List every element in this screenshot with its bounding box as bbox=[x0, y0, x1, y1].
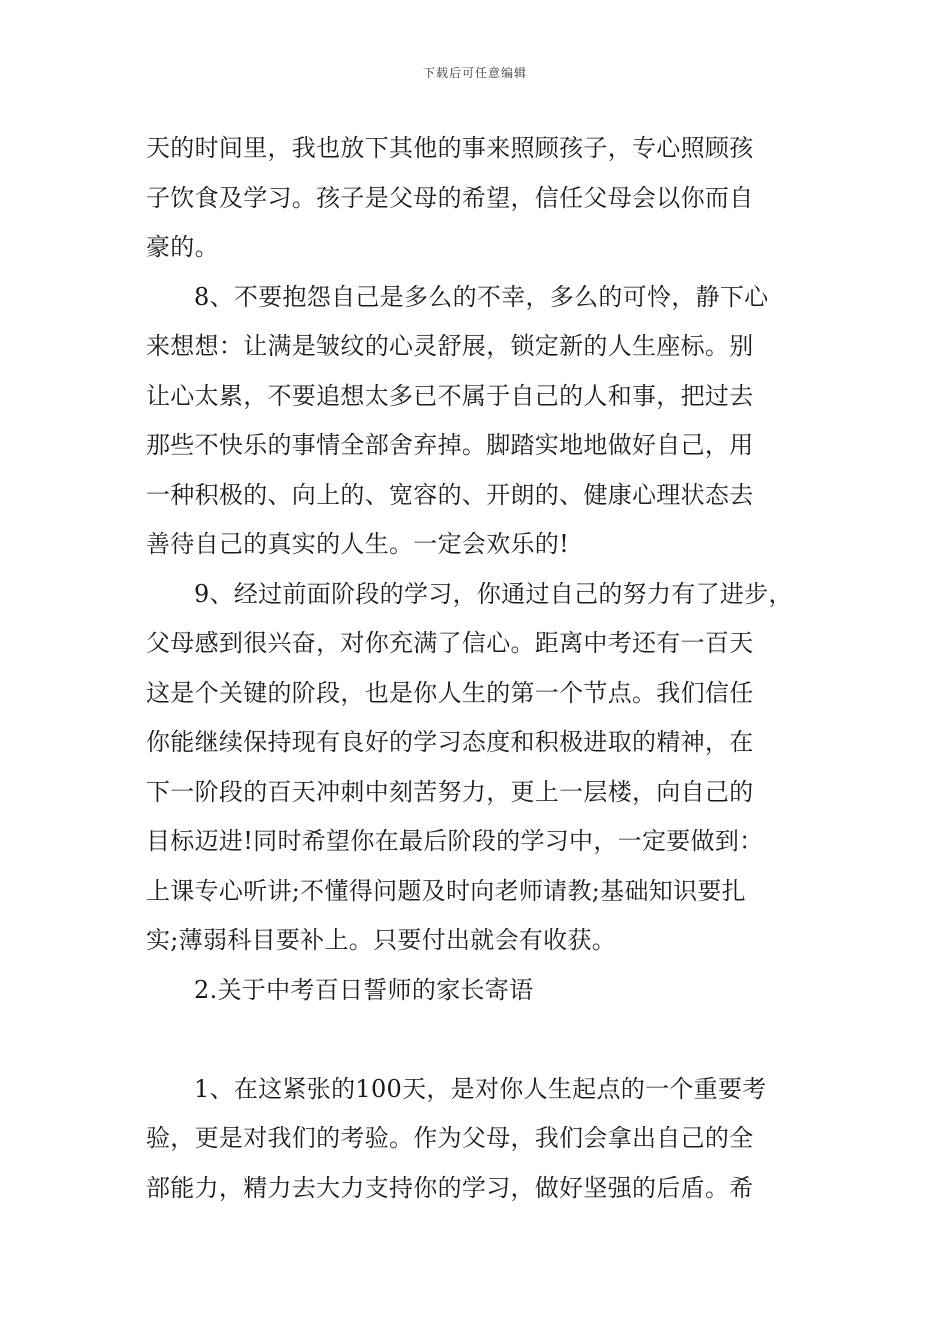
paragraph-continuation bbox=[146, 124, 816, 273]
text-line: 一种积极的、向上的、宽容的、开朗的、健康心理状态去 bbox=[146, 480, 754, 509]
text-line: 8、不要抱怨自己是多么的不幸，多么的可怜，静下心 bbox=[194, 282, 769, 311]
paragraph-item-8 bbox=[146, 273, 816, 570]
text-line: 让心太累，不要追想太多已不属于自己的人和事，把过去 bbox=[146, 381, 754, 410]
section-title: 2.关于中考百日誓师的家长寄语 bbox=[194, 975, 534, 1004]
text-line: 父母感到很兴奋，对你充满了信心。距离中考还有一百天 bbox=[146, 629, 754, 657]
text-line: 来想想：让满是皱纹的心灵舒展，锁定新的人生座标。别 bbox=[146, 332, 754, 360]
text-line: 部能力，精力去大力支持你的学习，做好坚强的后盾。希 bbox=[146, 1173, 754, 1202]
blank-line bbox=[146, 1015, 816, 1065]
text-line: 实;薄弱科目要补上。只要付出就会有收获。 bbox=[146, 926, 617, 954]
paragraph-item-1 bbox=[146, 1065, 816, 1214]
text-line: 你能继续保持现有良好的学习态度和积极进取的精神，在 bbox=[146, 728, 754, 756]
text-line: 天的时间里，我也放下其他的事来照顾孩子，专心照顾孩 bbox=[146, 134, 754, 162]
text-line: 1、在这紧张的100天，是对你人生起点的一个重要考 bbox=[194, 1074, 767, 1103]
text-line: 这是个关键的阶段，也是你人生的第一个节点。我们信任 bbox=[146, 678, 754, 707]
document-body bbox=[146, 124, 816, 1213]
paragraph-item-9 bbox=[146, 570, 816, 966]
text-line: 子饮食及学习。孩子是父母的希望，信任父母会以你而自 bbox=[146, 183, 754, 212]
page-header: 下载后可任意编辑 bbox=[422, 66, 527, 80]
text-line: 下一阶段的百天冲刺中刻苦努力，更上一层楼，向自己的 bbox=[146, 777, 754, 806]
text-line: 善待自己的真实的人生。一定会欢乐的! bbox=[146, 530, 570, 558]
text-line: 目标迈进!同时希望你在最后阶段的学习中，一定要做到： bbox=[146, 827, 764, 855]
text-line: 豪的。 bbox=[146, 233, 219, 261]
text-line: 9、经过前面阶段的学习，你通过自己的努力有了进步， bbox=[194, 579, 793, 608]
text-line: 上课专心听讲;不懂得问题及时向老师请教;基础知识要扎 bbox=[146, 876, 746, 905]
text-line: 那些不快乐的事情全部舍弃掉。脚踏实地地做好自己，用 bbox=[146, 431, 754, 459]
text-line: 验，更是对我们的考验。作为父母，我们会拿出自己的全 bbox=[146, 1124, 754, 1152]
section-heading bbox=[146, 966, 816, 1016]
